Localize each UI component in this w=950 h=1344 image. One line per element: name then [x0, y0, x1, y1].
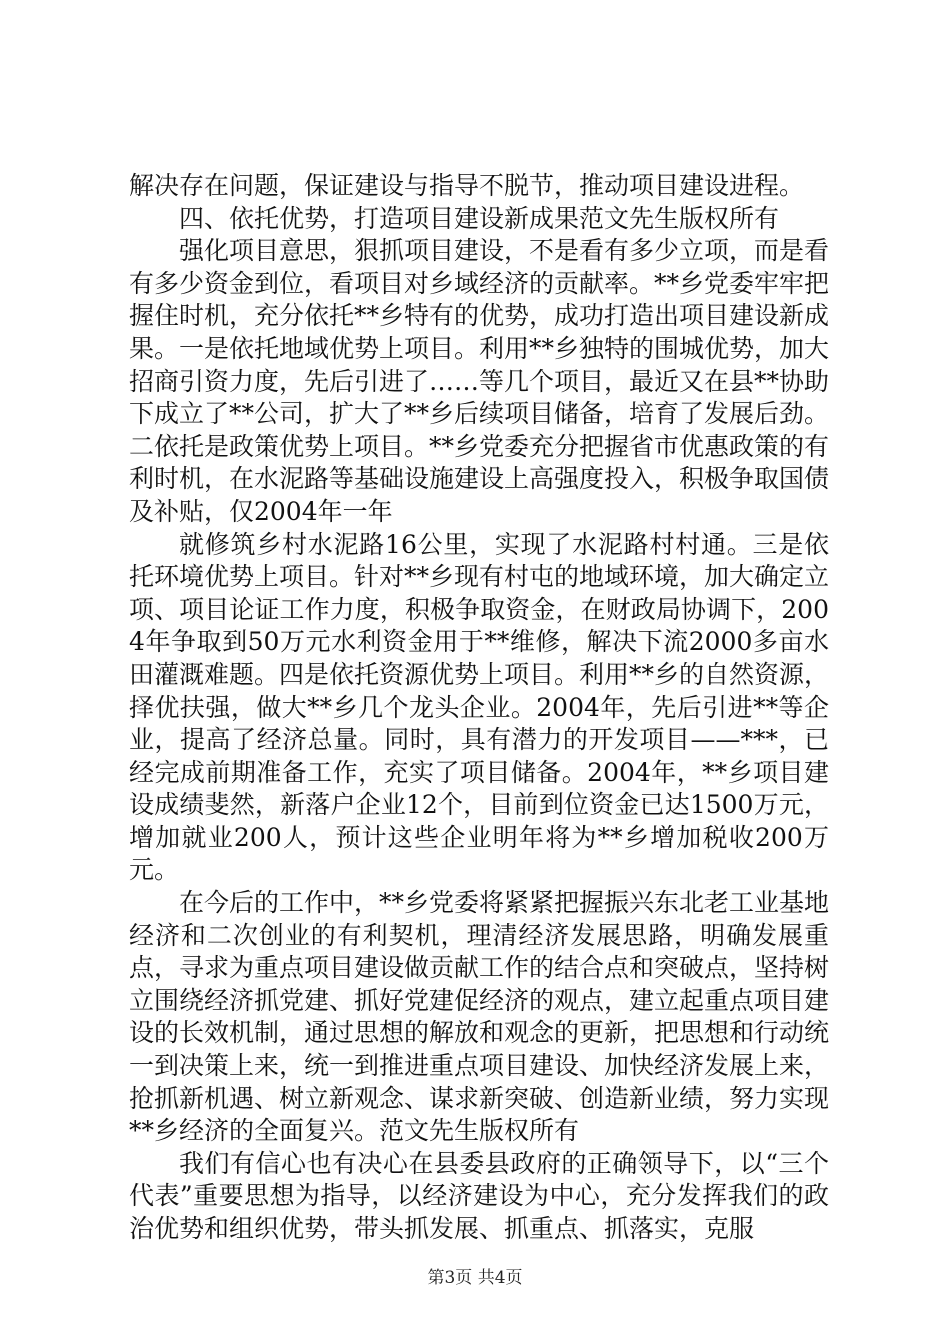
document-body — [129, 170, 829, 1246]
paragraph-confidence: 我们有信心也有决心在县委县政府的正确领导下，以“三个代表”重要思想为指导，以经济建设为中心，充分发挥我们的政治优势和组织优势，带头抓发展、抓重点、抓落实，克服 — [129, 1148, 829, 1243]
paragraph-project-advantages: 强化项目意思，狠抓项目建设，不是看有多少立项，而是看有多少资金到位，看项目对乡域经济的贡献率。**乡党委牢牢把握住时机，充分依托**乡特有的优势，成功打造出项目建设新成果。一是依托地域优势上项目。利用**乡独特的围城优势，加大招商引资力度，先后引进了……等几个项目，最近又在县**协助下成立了**公司，扩大了**乡后续项目储备，培育了发展后劲。二依托是政策优势上项目。**乡党委充分把握省市优惠政策的有利时机，在水泥路等基础设施建设上高强度投入，积极争取国债及补贴，仅2004年一年 — [129, 236, 830, 526]
page-number-footer: 第3页 共4页 — [427, 1268, 523, 1288]
paragraph-continuation: 解决存在问题，保证建设与指导不脱节，推动项目建设进程。 — [129, 171, 805, 200]
section-heading: 四、依托优势，打造项目建设新成果范文先生版权所有 — [179, 203, 780, 233]
paragraph-future-work: 在今后的工作中，**乡党委将紧紧把握振兴东北老工业基地经济和二次创业的有利契机，理清经济发展思路，明确发展重点，寻求为重点项目建设做贡献工作的结合点和突破点，坚持树立围绕经济抓党建、抓好党建促经济的观点，建立起重点项目建设的长效机制，通过思想的解放和观念的更新，把思想和行动统一到决策上来，统一到推进重点项目建设、加快经济发展上来，抢抓新机遇、树立新观念、谋求新突破、创造新业绩，努力实现**乡经济的全面复兴。范文先生版权所有 — [129, 888, 830, 1146]
paragraph-road-construction: 就修筑乡村水泥路16公里，实现了水泥路村村通。三是依托环境优势上项目。针对**乡现有村屯的地域环境，加大确定立项、项目论证工作力度，积极争取资金，在财政局协调下，2004年争取到50万元水利资金用于**维修，解决下流2000多亩水田灌溉难题。四是依托资源优势上项目。利用**乡的自然资源，择优扶强，做大**乡几个龙头企业。2004年，先后引进**等企业，提高了经济总量。同时，具有潜力的开发项目——***，已经完成前期准备工作，充实了项目储备。2004年，**乡项目建设成绩斐然，新落户企业12个，目前到位资金已达1500万元，增加就业200人，预计这些企业明年将为**乡增加税收200万元。 — [129, 529, 830, 885]
